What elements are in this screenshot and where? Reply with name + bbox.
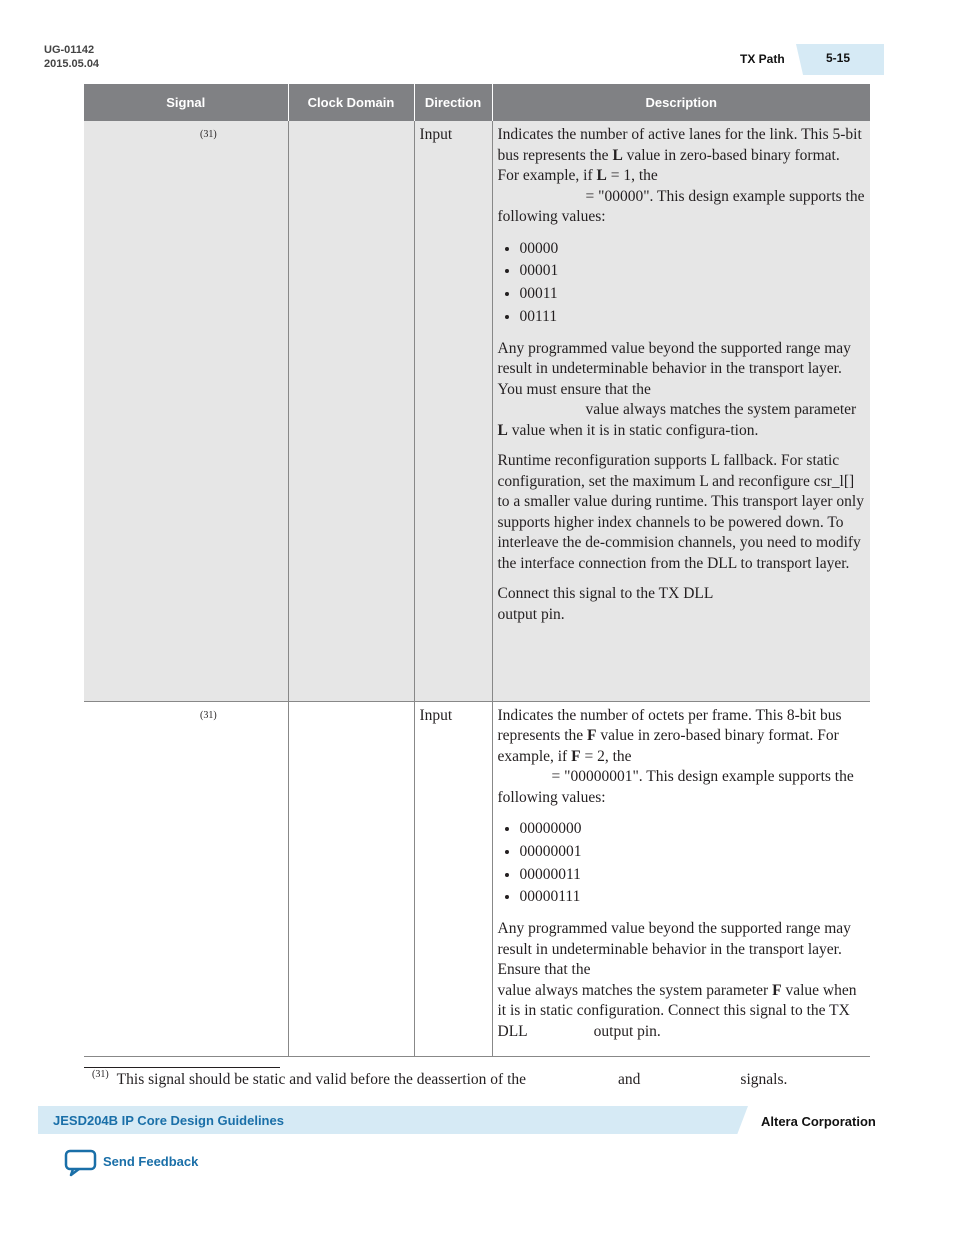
footnote-text-part: and xyxy=(618,1071,641,1088)
description-paragraph: Runtime reconfiguration supports L fallback. For static configuration, set the maximum L and reconfigure csr_l[] to a smaller value during runtime. This transport layer only supports higher index channels to be powered down. To interleave the de-commision channels, you need to modify the interface connection from the DLL to transport layer. xyxy=(497,452,864,572)
signal-table xyxy=(84,84,870,1057)
description-paragraph: Any programmed value beyond the supported range may result in undeterminable behavior in the transport layer. Ensure that the value always matches the system parameter F value when it is in static configuration. Connect this signal to the TX DLL output pin. xyxy=(497,920,857,1040)
footnote-text-part: signals. xyxy=(740,1071,788,1088)
column-header-direction: Direction xyxy=(414,84,492,121)
footnote-divider xyxy=(84,1067,280,1068)
send-feedback-link[interactable]: Send Feedback xyxy=(103,1154,199,1169)
description-paragraph: Connect this signal to the TX DLL output pin. xyxy=(497,585,714,623)
signal-cell xyxy=(84,701,288,1057)
list-item: • 00111 xyxy=(520,306,866,329)
footnote-reference: (31) xyxy=(200,709,217,721)
signal-cell xyxy=(84,121,288,701)
supported-values-list xyxy=(498,818,866,909)
column-header-clock-domain: Clock Domain xyxy=(288,84,414,121)
supported-values-list xyxy=(498,238,866,329)
list-item: • 00000001 xyxy=(520,841,866,864)
page-number: 5-15 xyxy=(826,51,851,65)
description-paragraph: Any programmed value beyond the supported range may result in undeterminable behavior in the transport layer. You must ensure that the value always matches the system parameter L value when it is in static configura-tion. xyxy=(497,339,857,439)
list-item: • 00000000 xyxy=(520,818,866,841)
column-header-description: Description xyxy=(492,84,870,121)
document-date: 2015.05.04 xyxy=(44,58,100,70)
direction-cell: Input xyxy=(414,121,492,701)
footnote-number: (31) xyxy=(92,1069,109,1080)
description-cell xyxy=(492,701,870,1057)
clock-domain-cell xyxy=(288,121,414,701)
column-header-signal: Signal xyxy=(84,84,288,121)
list-item: • 00000011 xyxy=(520,864,866,887)
section-title: TX Path xyxy=(740,52,785,66)
list-item: • 00011 xyxy=(520,283,866,306)
description-paragraph: Indicates the number of octets per frame. This 8-bit bus represents the F value in zero-based binary format. For example, if F = 2, the = "00000001". This design example supports the following values: xyxy=(497,706,854,806)
direction-cell: Input xyxy=(414,701,492,1057)
footnote-reference: (31) xyxy=(200,129,217,140)
description-cell xyxy=(492,121,870,701)
list-item: • 00000 xyxy=(520,238,866,261)
table-row xyxy=(84,701,870,1057)
footer-document-title[interactable]: JESD204B IP Core Design Guidelines xyxy=(53,1113,284,1128)
feedback-icon[interactable] xyxy=(64,1149,98,1177)
table-header-row xyxy=(84,84,870,121)
description-paragraph: Indicates the number of active lanes for the link. This 5-bit bus represents the L value in zero-based binary format. For example, if L = 1, the = "00000". This design example supports the following values: xyxy=(497,126,865,225)
footnote xyxy=(92,1071,852,1089)
footer-company: Altera Corporation xyxy=(761,1114,876,1129)
list-item: • 00001 xyxy=(520,260,866,283)
document-id-block xyxy=(44,43,99,71)
table-row xyxy=(84,121,870,701)
footnote-text-part: This signal should be static and valid before the deassertion of the xyxy=(116,1071,527,1088)
list-item: • 00000111 xyxy=(520,886,866,909)
document-id: UG-01142 xyxy=(44,44,95,56)
clock-domain-cell xyxy=(288,701,414,1057)
